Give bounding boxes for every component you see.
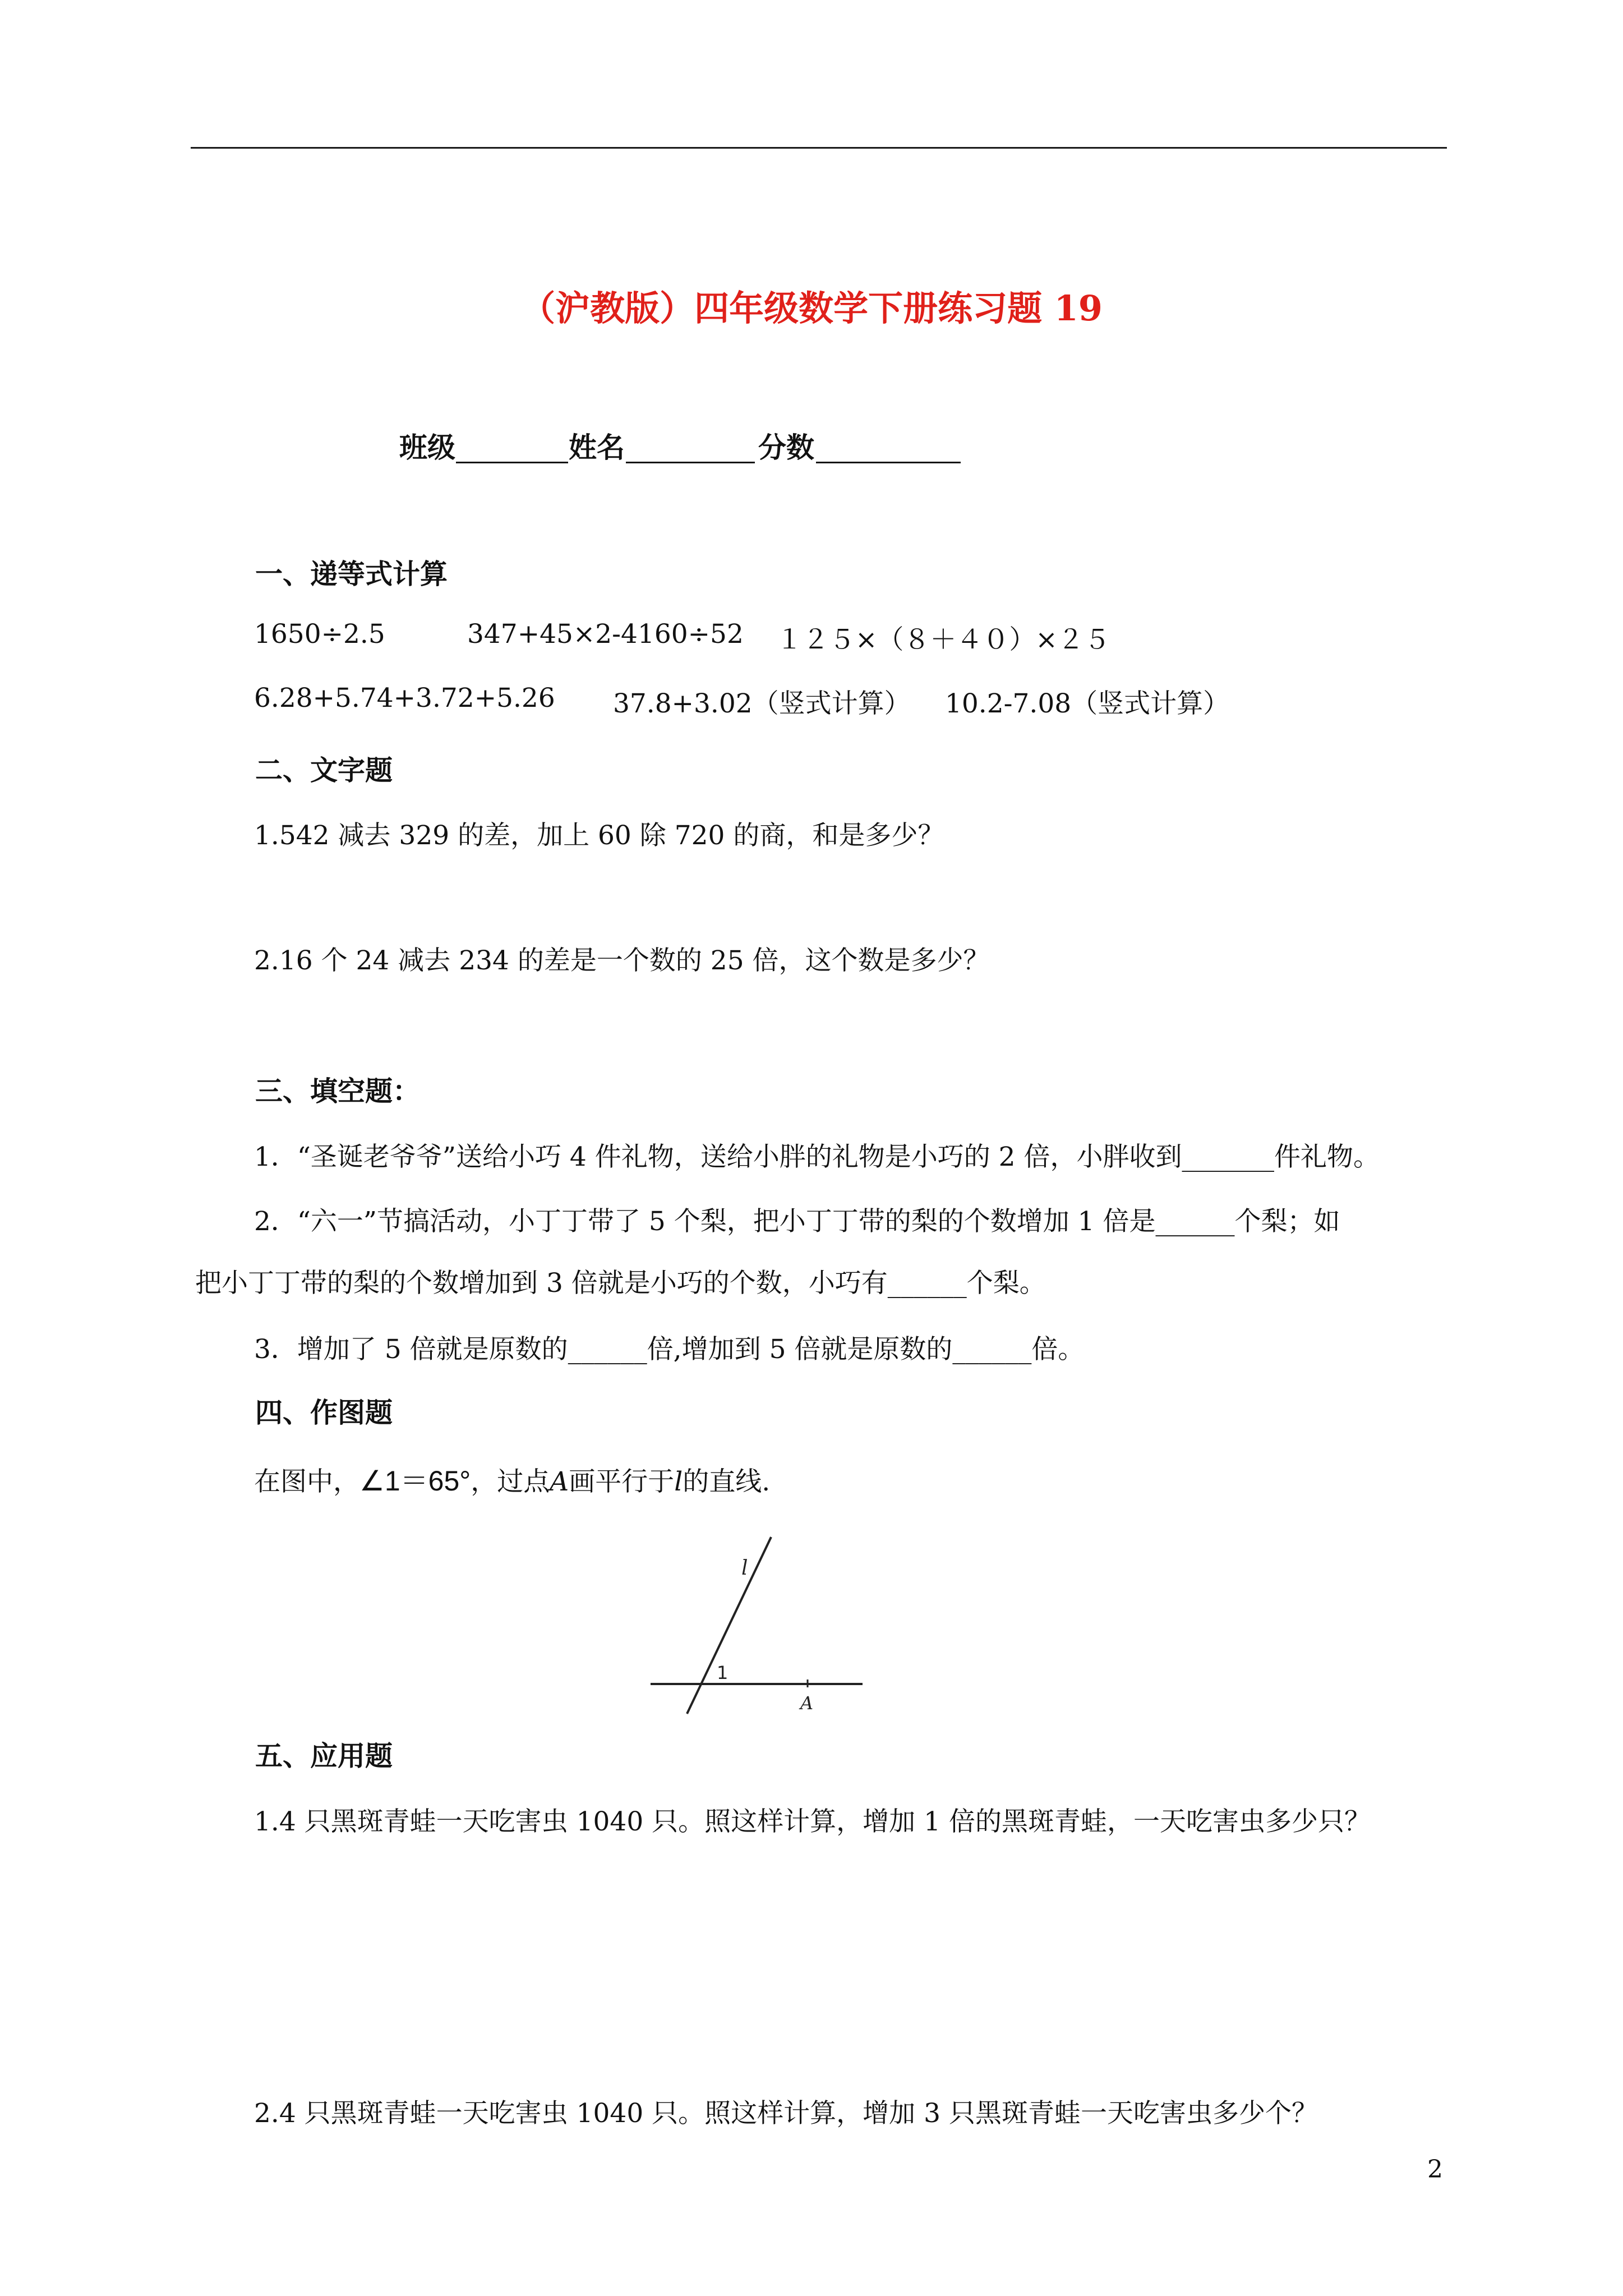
calc-item: １２５×（８＋４０）×２５ [776,624,1110,655]
fill-question-3: 3．增加了 5 倍就是原数的______倍,增加到 5 倍就是原数的______倍。 [254,1334,1085,1365]
calc-item: 37.8+3.02（竖式计算） [613,688,911,719]
section-5-heading: 五、应用题 [255,1740,393,1772]
fill-question-1: 1．“圣诞老爷爷”送给小巧 4 件礼物，送给小胖的礼物是小巧的 2 倍，小胖收到_______件礼物。 [254,1142,1380,1172]
header-rule [191,147,1447,149]
fill-blank: ______ [568,1334,647,1365]
calc-item: 347+45×2-4160÷52 [467,619,744,650]
page-title: （沪教版）四年级数学下册练习题 19 [520,288,1103,329]
fill-blank: ______ [952,1334,1032,1365]
point-a-label: A [550,1466,569,1497]
class-blank [456,462,568,463]
diagram-label-l: l [741,1557,748,1580]
line-l-label: l [674,1466,683,1497]
word-problem-2: 2.16 个 24 减去 234 的差是一个数的 25 倍，这个数是多少？ [254,945,990,976]
score-label: 分数 [758,431,814,464]
score-blank [816,462,961,463]
line-l [687,1537,771,1714]
fill-blank: ______ [1155,1206,1235,1237]
application-problem-1: 1.4 只黑斑青蛙一天吃害虫 1040 只。照这样计算，增加 1 倍的黑斑青蛙，一天吃害虫多少只？ [254,1806,1371,1837]
word-problem-1: 1.542 减去 329 的差，加上 60 除 720 的商，和是多少？ [254,820,944,851]
diagram-label-a: A [800,1692,814,1714]
calc-item: 1650÷2.5 [254,619,385,650]
geometry-diagram [645,1529,880,1719]
section-4-heading: 四、作图题 [255,1396,393,1429]
fill-question-2-continued: 把小丁丁带的梨的个数增加到 3 倍就是小巧的个数，小巧有______个梨。 [195,1268,1046,1299]
drawing-instruction: 在图中，∠1＝65°，过点A画平行于l的直线. [254,1465,771,1497]
calc-item: 6.28+5.74+3.72+5.26 [254,683,555,714]
name-label: 姓名 [569,431,625,464]
application-problem-2: 2.4 只黑斑青蛙一天吃害虫 1040 只。照这样计算，增加 3 只黑斑青蛙一天吃害虫多少个？ [254,2098,1318,2129]
fill-blank: _______ [1182,1142,1275,1172]
section-2-heading: 二、文字题 [255,754,393,786]
diagram-label-1: 1 [717,1662,728,1683]
page-number: 2 [1427,2155,1443,2184]
fill-question-2: 2．“六一”节搞活动，小丁丁带了 5 个梨，把小丁丁带的梨的个数增加 1 倍是______个梨；如 [254,1206,1340,1237]
angle-expression: ∠1＝65° [359,1465,471,1497]
class-label: 班级 [399,431,455,464]
fill-blank: ______ [887,1268,967,1299]
section-3-heading: 三、填空题： [255,1075,421,1107]
section-1-heading: 一、递等式计算 [255,558,448,590]
calc-item: 10.2-7.08（竖式计算） [945,688,1230,719]
name-blank [626,462,755,463]
